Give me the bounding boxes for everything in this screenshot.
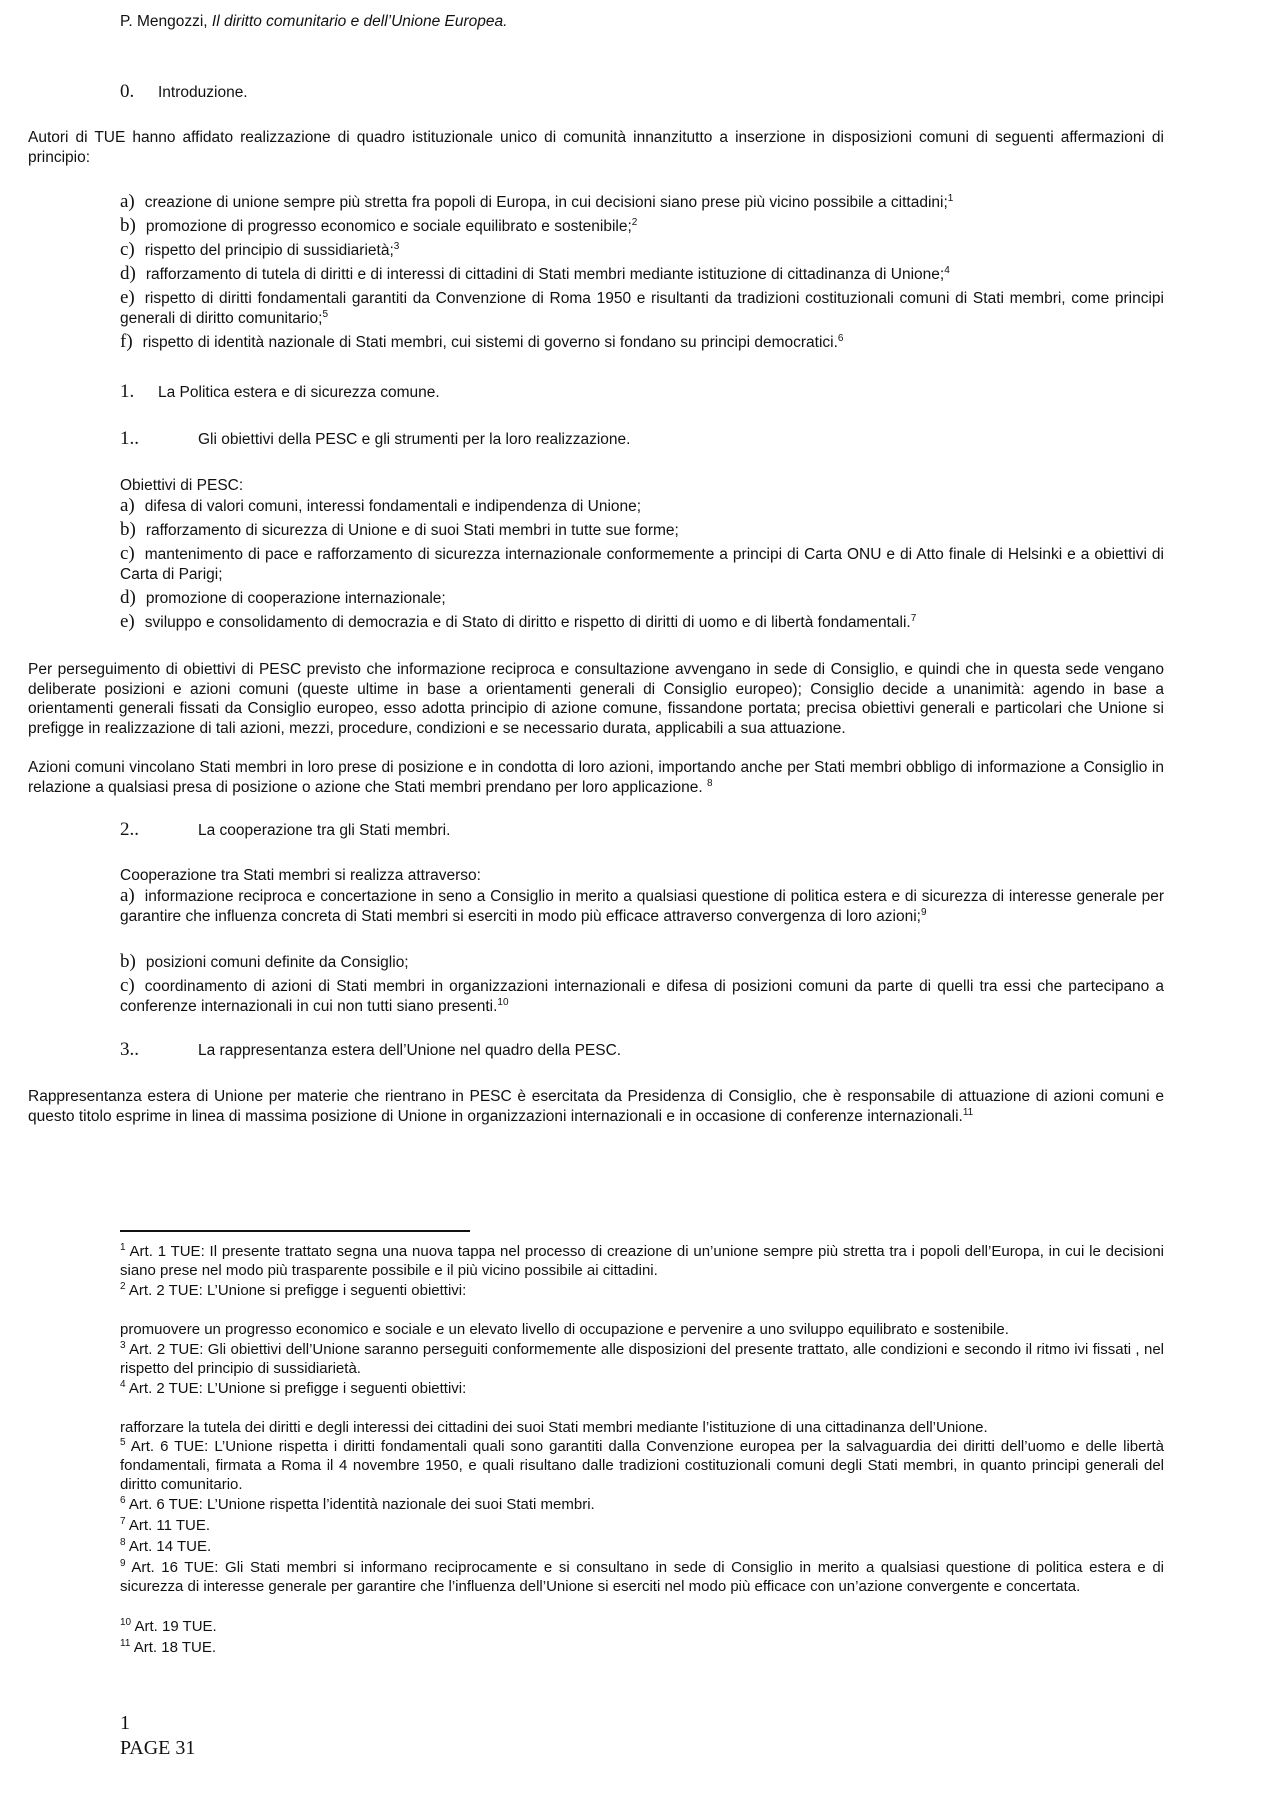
list-item: b) posizioni comuni definite da Consiglio;	[120, 951, 409, 972]
footnote: $^9$ Art. 16 TUE: Gli Stati membri si informano reciprocamente e si consultano in sede di Consiglio in merito a qualsiasi questione di politica estera e di sicurezza di interesse generale per garantire che l’influenza dell’Unione si eserciti nel modo più efficace con un’azione convergente e concertata.	[120, 1558, 1165, 1595]
footnote-ref[interactable]: 1	[947, 192, 954, 204]
footnote-ref[interactable]: 5	[322, 308, 329, 320]
footnote-ref[interactable]: 4	[944, 264, 950, 276]
section-title: La rappresentanza estera dell’Unione nel quadro della PESC.	[198, 1042, 622, 1059]
pesc-paragraph-1: Per perseguimento di obiettivi di PESC previsto che informazione reciproca e consultazione avvengano in sede di Consiglio, e quindi che in questa sede vengano deliberate posizioni e azioni comuni (queste ultime in base a orientamenti generali di Consiglio europeo); Consiglio decide a unanimità: agendo in base a orientamenti generali fissati da Consiglio europeo, esso adotta principio di azione comune, fissandone portata; precisa obiettivi generali e particolari che Unione si prefigge in realizzazione di tali azioni, mezzi, procedure, condizioni e se necessario durata, applicabili a sua attuazione.	[28, 661, 1164, 737]
footnote: $^5$ Art. 6 TUE: L’Unione rispetta i diritti fondamentali quali sono garantiti dalla Convenzione europea per la salvaguardia dei diritti dell’uomo e delle libertà fondamentali, firmata a Roma il 4 novembre 1950, e quali risultano dalle tradizioni costituzionali comuni degli Stati membri, in quanto principi generali del diritto comunitario.	[120, 1437, 1164, 1493]
pesc-paragraph-2: Azioni comuni vincolano Stati membri in loro prese di posizione e in condotta di loro azioni, importando anche per Stati membri obbligo di informazione a Consiglio in relazione a qualsiasi presa di posizione o azione che Stati membri prendano per loro applicazione. $^8$	[28, 759, 1164, 796]
footnote: $^1$ Art. 1 TUE: Il presente trattato segna una nuova tappa nel processo di creazione di un’unione sempre più stretta tra i popoli dell’Europa, in cui le decisioni siano prese nel modo più trasparente possibile e il più vicino possibile ai cittadini.	[120, 1242, 1164, 1279]
section-heading-1	[120, 382, 1164, 403]
list-item: e) rispetto di diritti fondamentali garantiti da Convenzione di Roma 1950 e risultanti da tradizioni costituzionali comuni di Stati membri, come principi generali di diritto comunitario;$^5$	[120, 287, 1164, 327]
list-item: e) sviluppo e consolidamento di democrazia e di Stato di diritto e rispetto di diritti di uomo e di libertà fondamentali.$^7$	[120, 611, 917, 632]
subsection-heading-1	[120, 429, 1164, 450]
list-item: d) rafforzamento di tutela di diritti e di interessi di cittadini di Stati membri mediante istituzione di cittadinanza di Unione;$^4$	[120, 263, 950, 284]
section-number: 1.	[120, 381, 135, 402]
list-item: c) coordinamento di azioni di Stati membri in organizzazioni internazionali e difesa di posizioni comuni da parte di quelli tra essi che partecipano a conferenze internazionali in cui non tutti siano presenti.$^{10}$	[120, 975, 1164, 1015]
section-title: La cooperazione tra gli Stati membri.	[198, 822, 451, 839]
header-author: P. Mengozzi,	[120, 13, 208, 30]
list-item: a) creazione di unione sempre più stretta fra popoli di Europa, in cui decisioni siano prese più vicino possibile a cittadini;$^1$	[120, 191, 954, 212]
list-item: b) promozione di progresso economico e sociale equilibrato e sostenibile;$^2$	[120, 215, 638, 236]
subsection-heading-3	[120, 1040, 1164, 1061]
list-item: c) rispetto del principio di sussidiarietà;$^3$	[120, 239, 400, 260]
section-title: La Politica estera e di sicurezza comune.	[158, 384, 440, 401]
list-item: c) mantenimento di pace e rafforzamento di sicurezza internazionale conformemente a principi di Carta ONU e di Atto finale di Helsinki e a obiettivi di Carta di Parigi;	[120, 543, 1164, 583]
subsection-heading-2	[120, 820, 1164, 841]
footnote: $^6$ Art. 6 TUE: L’Unione rispetta l’identità nazionale dei suoi Stati membri.	[120, 1495, 595, 1513]
list-item: b) rafforzamento di sicurezza di Unione e di suoi Stati membri in tutte sue forme;	[120, 519, 679, 540]
footnote-ref[interactable]: 7	[910, 612, 917, 624]
coop-intro: Cooperazione tra Stati membri si realizza attraverso:	[120, 867, 481, 884]
footnote-ref[interactable]: 3	[393, 240, 400, 252]
list-item: d) promozione di cooperazione internazionale;	[120, 587, 446, 608]
footnote-ref[interactable]: 6	[837, 332, 844, 344]
footnote-separator	[120, 1230, 470, 1232]
footnote: $^{11}$ Art. 18 TUE.	[120, 1638, 216, 1656]
list-item: f) rispetto di identità nazionale di Stati membri, cui sistemi di governo si fondano su principi democratici.$^6$	[120, 331, 844, 352]
section-number: 3..	[120, 1039, 139, 1060]
section-number: 2..	[120, 819, 139, 840]
footnote-ref[interactable]: 8	[706, 777, 713, 789]
list-item: a) informazione reciproca e concertazione in seno a Consiglio in merito a qualsiasi questione di politica estera e di sicurezza di interesse generale per garantire che influenza concreta di Stati membri si eserciti in modo più efficace attraverso convergenza di loro azioni;$^9$	[120, 885, 1164, 925]
representation-paragraph: Rappresentanza estera di Unione per materie che rientrano in PESC è esercitata da Presidenza di Consiglio, che è responsabile di attuazione di azioni comuni e questo titolo esprime in linea di massima posizione di Unione in organizzazioni internazionali e in occasione di conferenze internazionali.$^{11}$	[28, 1088, 1164, 1125]
running-header	[120, 12, 1164, 32]
intro-paragraph: Autori di TUE hanno affidato realizzazione di quadro istituzionale unico di comunità innanzitutto a inserzione in disposizioni comuni di seguenti affermazioni di principio:	[28, 129, 1164, 166]
section-number: 1..	[120, 428, 139, 449]
footnote-ref[interactable]: 9	[920, 906, 927, 918]
footnote-ref[interactable]: 2	[631, 216, 638, 228]
section-heading-0	[120, 82, 1164, 103]
list-item: a) difesa di valori comuni, interessi fondamentali e indipendenza di Unione;	[120, 495, 642, 516]
footnote: rafforzare la tutela dei diritti e degli interessi dei cittadini dei suoi Stati membri mediante l’istituzione di una cittadinanza dell’Unione.	[120, 1419, 988, 1436]
footnote: $^4$ Art. 2 TUE: L’Unione si prefigge i seguenti obiettivi:	[120, 1379, 467, 1397]
page-label: PAGE 31	[120, 1737, 196, 1759]
section-number: 0.	[120, 81, 135, 102]
footnote: promuovere un progresso economico e sociale e un elevato livello di occupazione e pervenire a uno sviluppo equilibrato e sostenibile.	[120, 1321, 1009, 1338]
footnote: $^3$ Art. 2 TUE: Gli obiettivi dell’Unione saranno perseguiti conformemente alle disposizioni del presente trattato, alle condizioni e secondo il ritmo ivi fissati , nel rispetto del principio di sussidiarietà.	[120, 1340, 1164, 1377]
footnote-ref[interactable]: 10	[497, 996, 509, 1008]
footnote-ref[interactable]: 11	[962, 1106, 974, 1118]
footnote: $^2$ Art. 2 TUE: L’Unione si prefigge i seguenti obiettivi:	[120, 1281, 467, 1299]
section-title: Introduzione.	[158, 84, 248, 101]
header-title: Il diritto comunitario e dell’Unione Europea.	[211, 13, 508, 30]
objectives-intro: Obiettivi di PESC:	[120, 477, 244, 494]
footnote: $^8$ Art. 14 TUE.	[120, 1537, 212, 1555]
footnote: $^7$ Art. 11 TUE.	[120, 1516, 211, 1534]
section-title: Gli obiettivi della PESC e gli strumenti per la loro realizzazione.	[198, 431, 631, 448]
footnote: $^{10}$ Art. 19 TUE.	[120, 1617, 217, 1635]
page-number: 1	[120, 1712, 130, 1734]
